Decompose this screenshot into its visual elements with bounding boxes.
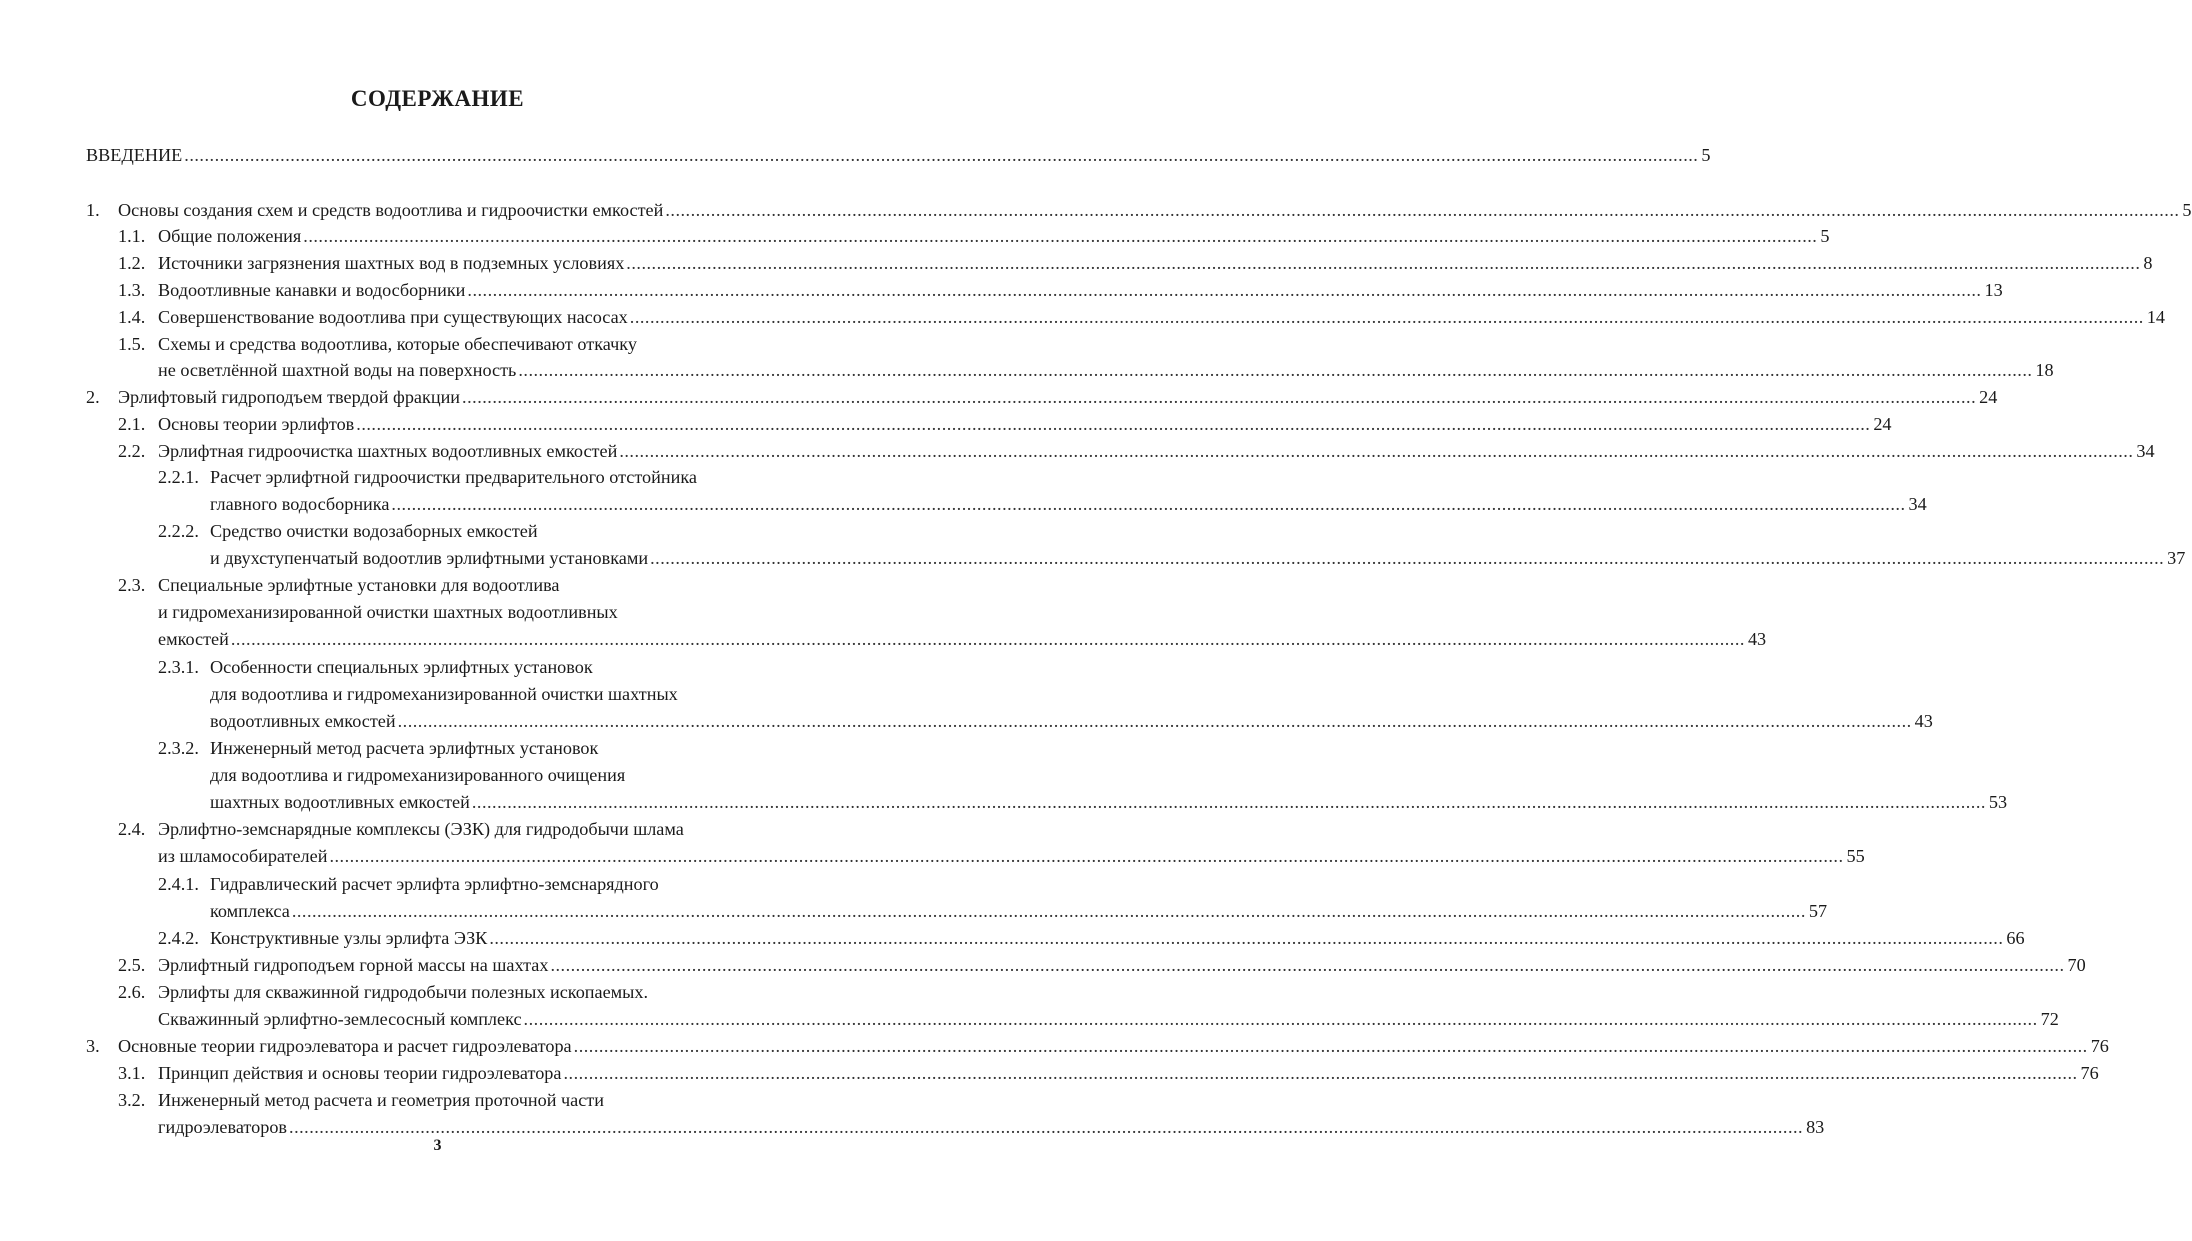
toc-entry-text: Эрлифтный гидроподъем горной массы на шахтах [158,955,549,975]
toc-entry-page: 24 [1979,387,1998,407]
toc-entry-1-1[interactable] [118,224,1830,249]
toc-entry-page: 43 [1914,711,1933,731]
toc-entry-number: 2.4. [118,819,146,839]
toc-entry-text: водоотливных емкостей [210,711,396,731]
toc-entry-text: Источники загрязнения шахтных вод в подземных условиях [158,253,625,273]
toc-entry-3-2[interactable] [118,1088,769,1113]
toc-entry-2[interactable] [86,385,1998,410]
toc-entry-1-5-cont[interactable] [158,358,2054,383]
leader-dots: ............................................................................................................................................................................................................................................................................................................ [356,414,1871,434]
toc-entry-number: 3. [86,1036,100,1056]
toc-entry-text: Средство очистки водозаборных емкостей [210,521,538,541]
leader-dots: ............................................................................................................................................................................................................................................................................................................ [391,494,1906,514]
toc-entry-2-2-1-cont[interactable] [210,492,1927,517]
toc-entry-page: 14 [2146,307,2166,327]
leader-dots: ............................................................................................................................................................................................................................................................................................................ [462,387,1977,407]
toc-entry-text: Скважинный эрлифтно-землесосный комплекс [158,1009,522,1029]
toc-entry-page: 5 [1820,226,1830,246]
toc-entry-number: 2.3.1. [158,657,199,677]
toc-entry-text: Основы теории эрлифтов [158,414,355,434]
toc-entry-number: 2.3. [118,575,146,595]
toc-entry-1[interactable] [86,198,2192,223]
toc-entry-text: Эрлифтовый гидроподъем твердой фракции [118,387,461,407]
leader-dots: ............................................................................................................................................................................................................................................................................................................ [329,846,1844,866]
toc-entry-number: 2.3.2. [158,738,199,758]
toc-entry-2-5[interactable] [118,953,2086,978]
toc-entry-2-3-cont[interactable] [158,600,769,625]
toc-entry-text: комплекса [210,901,290,921]
toc-entry-text: Специальные эрлифтные установки для водоотлива [158,575,560,595]
toc-entry-2-4-2[interactable] [158,926,2025,951]
toc-entry-text: Эрлифты для скважинной гидродобычи полезных ископаемых. [158,982,649,1002]
leader-dots: ............................................................................................................................................................................................................................................................................................................ [230,629,1745,649]
toc-entry-text: шахтных водоотливных емкостей [210,792,470,812]
toc-entry-number: 1.3. [118,280,146,300]
toc-entry-number: 2.6. [118,982,146,1002]
toc-entry-2-3[interactable] [118,573,769,598]
toc-entry-text: и двухступенчатый водоотлив эрлифтными установками [210,548,649,568]
toc-entry-page: 24 [1873,414,1892,434]
toc-entry-2-4-cont[interactable] [158,844,1865,869]
toc-entry-number: 2.4.1. [158,874,199,894]
toc-entry-page: 70 [2067,955,2086,975]
leader-dots: ............................................................................................................................................................................................................................................................................................................ [619,441,2134,461]
toc-entry-text: Основные теории гидроэлеватора и расчет гидроэлеватора [118,1036,572,1056]
leader-dots: ............................................................................................................................................................................................................................................................................................................ [550,955,2065,975]
toc-entry-2-3-1[interactable] [158,655,769,680]
toc-entry-1-2[interactable] [118,251,2153,276]
toc-entry-number: 1. [86,200,100,220]
page-number: 3 [433,1137,442,1154]
toc-entry-number: 2.2.2. [158,521,199,541]
toc-entry-number: 1.1. [118,226,146,246]
toc-entry-3[interactable] [86,1034,2109,1059]
leader-dots: ............................................................................................................................................................................................................................................................................................................ [289,1117,1804,1137]
toc-entry-2-2-1[interactable] [158,465,769,490]
toc-entry-text: из шламособирателей [158,846,328,866]
leader-dots: ............................................................................................................................................................................................................................................................................................................ [563,1063,2078,1083]
toc-entry-text: Основы создания схем и средств водоотлива и гидроочистки емкостей [118,200,664,220]
toc-entry-2-4[interactable] [118,817,769,842]
toc-entry-page: 76 [2080,1063,2099,1083]
toc-entry-text: Расчет эрлифтной гидроочистки предварительного отстойника [210,467,697,487]
toc-entry-number: 2. [86,387,100,407]
toc-entry-page: 76 [2090,1036,2109,1056]
leader-dots: ............................................................................................................................................................................................................................................................................................................ [291,901,1806,921]
toc-entry-page: 13 [1984,280,2003,300]
toc-entry-number: 2.4.2. [158,928,199,948]
toc-entry-page: 55 [1846,846,1865,866]
toc-entry-2-2[interactable] [118,439,2155,464]
toc-entry-page: 66 [2006,928,2025,948]
leader-dots: ............................................................................................................................................................................................................................................................................................................ [626,253,2141,273]
toc-entry-text: главного водосборника [210,494,390,514]
toc-entry-2-4-1[interactable] [158,872,769,897]
toc-entry-text: Эрлифтная гидроочистка шахтных водоотливных емкостей [158,441,618,461]
toc-entry-text: Гидравлический расчет эрлифта эрлифтно-земснарядного [210,874,659,894]
toc-entry-2-3-2-cont2[interactable] [210,790,2008,815]
leader-dots: ............................................................................................................................................................................................................................................................................................................ [629,307,2144,327]
toc-entry-page: 5 [1701,145,1711,165]
toc-entry-1-4[interactable] [118,305,2166,330]
toc-entry-page: 57 [1808,901,1828,921]
toc-entry-3-1[interactable] [118,1061,2099,1086]
toc-entry-text: Совершенствование водоотлива при существующих насосах [158,307,628,327]
toc-entry-text: Эрлифтно-земснарядные комплексы (ЭЗК) для гидродобычи шлама [158,819,684,839]
toc-entry-page: 5 [2182,200,2192,220]
toc-entry-2-3-2[interactable] [158,736,769,761]
toc-entry-2-2-2[interactable] [158,519,769,544]
toc-entry-text: и гидромеханизированной очистки шахтных водоотливных [158,602,618,622]
toc-entry-text: Инженерный метод расчета и геометрия проточной части [158,1090,604,1110]
toc-entry-page: 34 [2136,441,2155,461]
toc-entry-text: ВВЕДЕНИЕ [86,145,183,165]
toc-entry-2-6[interactable] [118,980,769,1005]
leader-dots: ............................................................................................................................................................................................................................................................................................................ [397,711,1912,731]
toc-entry-2-3-cont2[interactable] [158,627,1767,652]
toc-entry-page: 53 [1988,792,2008,812]
toc-entry-page: 83 [1806,1117,1825,1137]
toc-entry-number: 1.5. [118,334,146,354]
toc-entry-text: Конструктивные узлы эрлифта ЭЗК [210,928,488,948]
toc-entry-number: 2.5. [118,955,146,975]
toc-entry-2-2-2-cont[interactable] [210,546,2186,571]
toc-entry-number: 3.1. [118,1063,146,1083]
toc-entry-number: 1.4. [118,307,146,327]
toc-entry-text: Водоотливные канавки и водосборники [158,280,466,300]
leader-dots: ............................................................................................................................................................................................................................................................................................................ [303,226,1818,246]
toc-entry-page: 8 [2143,253,2153,273]
toc-entry-2-3-1-cont2[interactable] [210,709,1933,734]
toc-entry-text: Особенности специальных эрлифтных установок [210,657,593,677]
toc-entry-page: 43 [1747,629,1767,649]
toc-entry-number: 2.1. [118,414,146,434]
toc-entry-text: не осветлённой шахтной воды на поверхность [158,360,517,380]
toc-entry-text: Общие положения [158,226,302,246]
toc-entry-2-1[interactable] [118,412,1892,437]
toc-entry-1-3[interactable] [118,278,2003,303]
toc-entry-page: 37 [2167,548,2186,568]
toc-entry-number: 2.2.1. [158,467,199,487]
leader-dots: ............................................................................................................................................................................................................................................................................................................ [650,548,2165,568]
toc-entry-text: для водоотлива и гидромеханизированного очищения [210,765,626,785]
toc-entry-text: для водоотлива и гидромеханизированной очистки шахтных [210,684,678,704]
toc-entry-2-4-1-cont[interactable] [210,899,1828,924]
toc-entry-number: 1.2. [118,253,146,273]
toc-entry-text: Инженерный метод расчета эрлифтных установок [210,738,599,758]
toc-entry-page: 18 [2035,360,2054,380]
toc-entry-2-3-2-cont[interactable] [210,763,769,788]
toc-entry-2-3-1-cont[interactable] [210,682,769,707]
toc-entry-introduction[interactable] [86,143,1711,168]
toc-entry-2-6-cont[interactable] [158,1007,2059,1032]
leader-dots: ............................................................................................................................................................................................................................................................................................................ [471,792,1986,812]
leader-dots: ............................................................................................................................................................................................................................................................................................................ [665,200,2180,220]
toc-entry-page: 34 [1908,494,1927,514]
page-title: СОДЕРЖАНИЕ [350,86,525,111]
leader-dots: ............................................................................................................................................................................................................................................................................................................ [184,145,1699,165]
toc-entry-1-5[interactable] [118,332,769,357]
leader-dots: ............................................................................................................................................................................................................................................................................................................ [489,928,2004,948]
leader-dots: ............................................................................................................................................................................................................................................................................................................ [573,1036,2088,1056]
toc-entry-number: 3.2. [118,1090,146,1110]
toc-entry-number: 2.2. [118,441,146,461]
toc-entry-page: 72 [2040,1009,2059,1029]
leader-dots: ............................................................................................................................................................................................................................................................................................................ [467,280,1982,300]
toc-entry-text: гидроэлеваторов [158,1117,288,1137]
toc-entry-text: емкостей [158,629,229,649]
leader-dots: ............................................................................................................................................................................................................................................................................................................ [518,360,2033,380]
toc-entry-text: Схемы и средства водоотлива, которые обеспечивают откачку [158,334,637,354]
toc-entry-text: Принцип действия и основы теории гидроэлеватора [158,1063,562,1083]
leader-dots: ............................................................................................................................................................................................................................................................................................................ [523,1009,2038,1029]
